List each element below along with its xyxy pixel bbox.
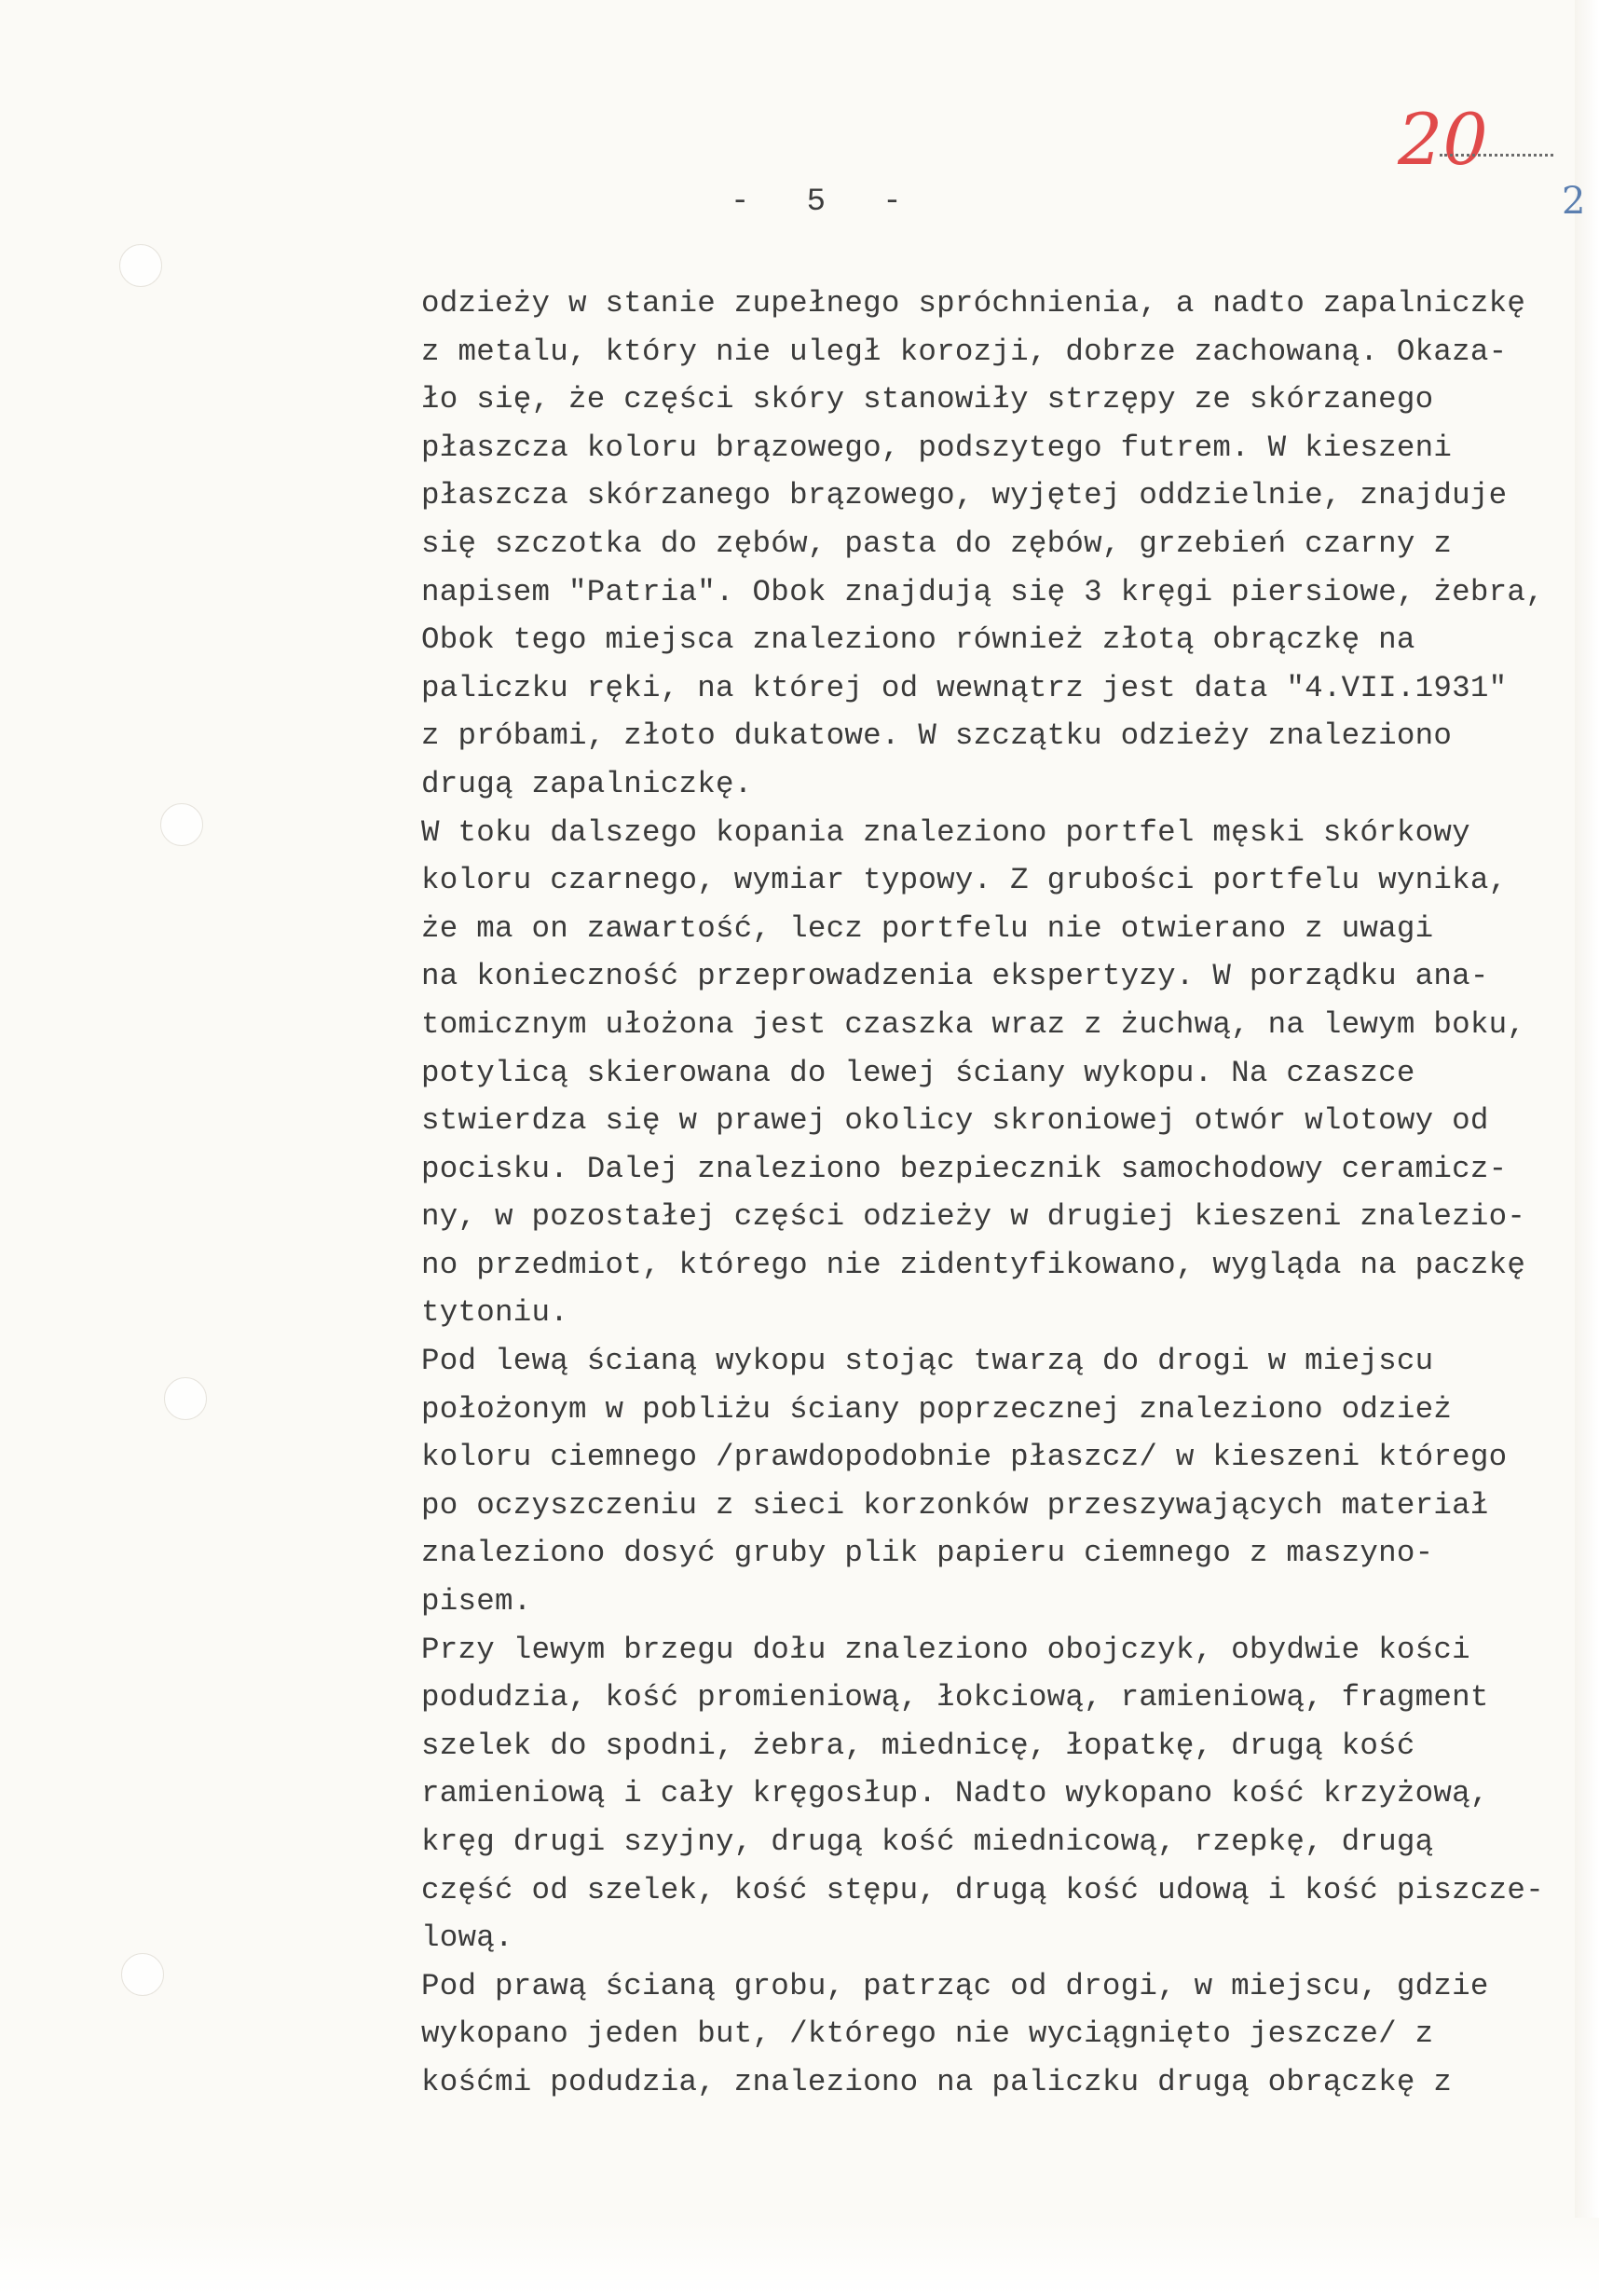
text-line: drugą zapalniczkę. bbox=[421, 766, 753, 801]
punch-hole-top bbox=[119, 244, 162, 287]
text-line: Pod lewą ścianą wykopu stojąc twarzą do drogi w miejscu bbox=[421, 1344, 1434, 1379]
text-line: z metalu, który nie uległ korozji, dobrze zachowaną. Okaza- bbox=[421, 334, 1508, 369]
text-line: ny, w pozostałej części odzieży w drugiej kieszeni znalezio- bbox=[421, 1199, 1526, 1235]
punch-hole-middle-lower bbox=[164, 1377, 207, 1420]
text-line: napisem "Patria". Obok znajdują się 3 kręgi piersiowe, żebra, bbox=[421, 574, 1544, 609]
text-line: Pod prawą ścianą grobu, patrząc od drogi, w miejscu, gdzie bbox=[421, 1968, 1489, 2003]
punch-hole-middle-upper bbox=[160, 803, 203, 846]
text-line: potylicą skierowana do lewej ściany wykopu. Na czaszce bbox=[421, 1055, 1415, 1090]
text-line: odzieży w stanie zupełnego spróchnienia, a nadto zapalniczkę bbox=[421, 286, 1526, 321]
text-line: stwierdza się w prawej okolicy skroniowej otwór wlotowy od bbox=[421, 1103, 1489, 1139]
text-line: położonym w pobliżu ściany poprzecznej znaleziono odzież bbox=[421, 1391, 1453, 1427]
text-line: Obok tego miejsca znaleziono również złotą obrączkę na bbox=[421, 622, 1415, 658]
text-line: pisem. bbox=[421, 1584, 532, 1620]
text-line: tytoniu. bbox=[421, 1295, 569, 1331]
text-line: paliczku ręki, na której od wewnątrz jest data "4.VII.1931" bbox=[421, 670, 1508, 705]
text-line: płaszcza skórzanego brązowego, wyjętej oddzielnie, znajduje bbox=[421, 478, 1508, 513]
text-line: kośćmi podudzia, znaleziono na paliczku drugą obrączkę z bbox=[421, 2064, 1453, 2099]
text-line: płaszcza koloru brązowego, podszytego futrem. W kieszeni bbox=[421, 430, 1453, 465]
text-line: pocisku. Dalej znaleziono bezpiecznik samochodowy ceramicz- bbox=[421, 1151, 1508, 1186]
text-line: po oczyszczeniu z sieci korzonków przeszywających materiał bbox=[421, 1487, 1489, 1523]
text-line: koloru czarnego, wymiar typowy. Z grubości portfelu wynika, bbox=[421, 863, 1508, 898]
text-line: kręg drugi szyjny, drugą kość miednicową, rzepkę, drugą bbox=[421, 1824, 1434, 1859]
text-line: znaleziono dosyć gruby plik papieru ciemnego z maszyno- bbox=[421, 1536, 1434, 1571]
text-line: część od szelek, kość stępu, drugą kość udową i kość piszcze- bbox=[421, 1872, 1544, 1907]
text-line: się szczotka do zębów, pasta do zębów, grzebień czarny z bbox=[421, 526, 1453, 561]
text-line: na konieczność przeprowadzenia ekspertyzy. W porządku ana- bbox=[421, 959, 1489, 994]
punch-hole-bottom bbox=[121, 1953, 164, 1996]
text-line: ło się, że części skóry stanowiły strzępy ze skórzanego bbox=[421, 382, 1434, 417]
page-edge-shadow bbox=[1575, 0, 1599, 2296]
text-line: no przedmiot, którego nie zidentyfikowano, wygląda na paczkę bbox=[421, 1247, 1526, 1282]
corner-page-number: 2 bbox=[1562, 180, 1586, 223]
text-line: z próbami, złoto dukatowe. W szczątku odzieży znaleziono bbox=[421, 718, 1453, 754]
archive-folio-underline bbox=[1440, 154, 1553, 157]
archive-folio-mark: 20 bbox=[1398, 98, 1488, 181]
text-line: szelek do spodni, żebra, miednicę, łopatkę, drugą kość bbox=[421, 1728, 1415, 1763]
page-bottom-shadow bbox=[0, 2218, 1599, 2296]
text-line: podudzia, kość promieniową, łokciową, ramieniową, fragment bbox=[421, 1680, 1489, 1715]
text-line: że ma on zawartość, lecz portfelu nie otwierano z uwagi bbox=[421, 910, 1434, 946]
text-line: koloru ciemnego /prawdopodobnie płaszcz/ w kieszeni którego bbox=[421, 1440, 1508, 1475]
typewritten-body bbox=[421, 280, 1565, 2107]
text-line: wykopano jeden but, /którego nie wyciągnięto jeszcze/ z bbox=[421, 2016, 1434, 2052]
text-line: lową. bbox=[421, 1920, 513, 1956]
page-number: - 5 - bbox=[731, 184, 902, 220]
text-line: W toku dalszego kopania znaleziono portfel męski skórkowy bbox=[421, 814, 1470, 850]
text-line: ramieniową i cały kręgosłup. Nadto wykopano kość krzyżową, bbox=[421, 1776, 1489, 1811]
text-line: tomicznym ułożona jest czaszka wraz z żuchwą, na lewym boku, bbox=[421, 1006, 1526, 1042]
text-line: Przy lewym brzegu dołu znaleziono obojczyk, obydwie kości bbox=[421, 1632, 1470, 1667]
